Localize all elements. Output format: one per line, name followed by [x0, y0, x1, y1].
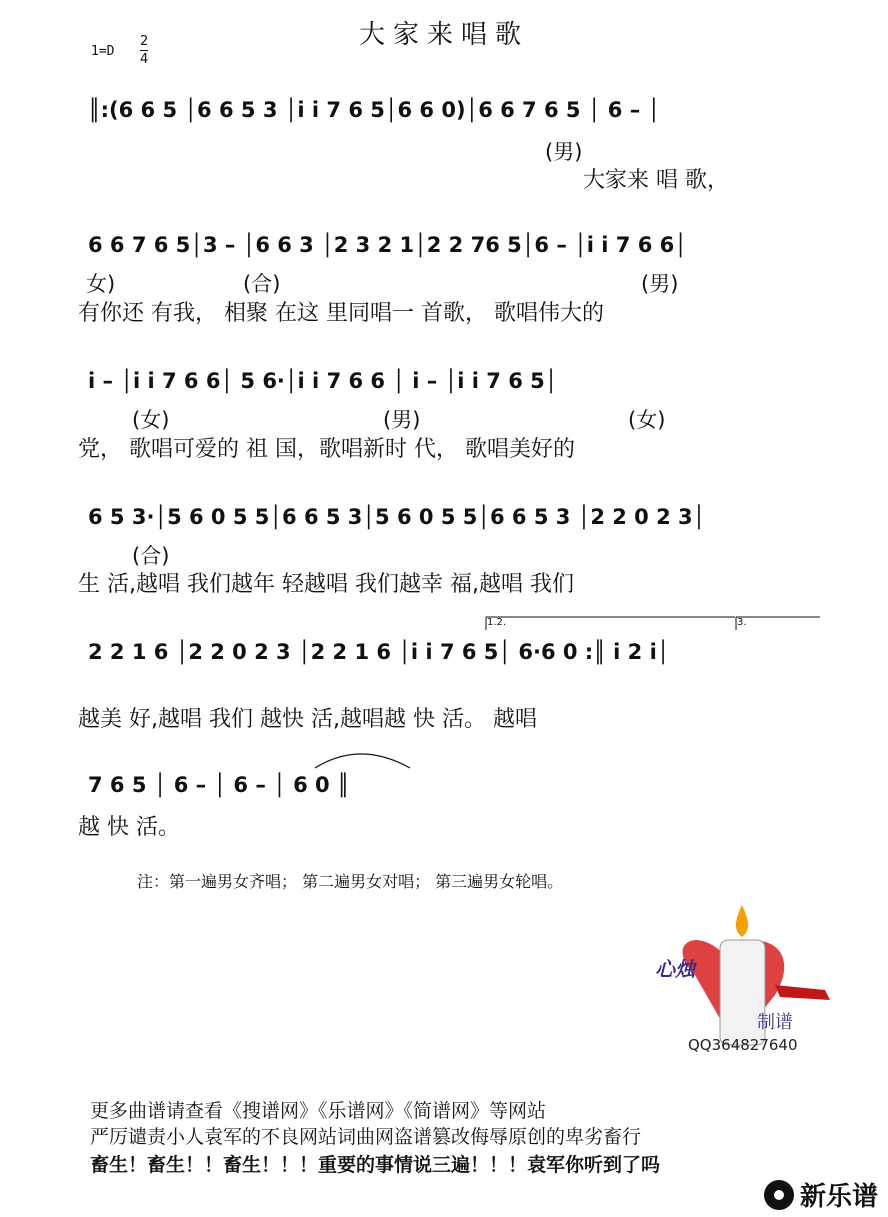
time-sig-bottom: 4 [140, 52, 149, 67]
role-label: 女) [86, 272, 116, 296]
lyric-row-3: 党， 歌唱可爱的 祖 国，歌唱新时 代， 歌唱美好的 [78, 437, 575, 462]
notes-row-2: 6 6 7 6 5│3 – │6 6 3 │2 3 2 1│2 2 76 5│6 – │i i 7 6 6│ [88, 233, 687, 257]
role-label: (女) [628, 408, 666, 432]
stamp-label: 制谱 [757, 1012, 793, 1033]
lyric-row-1: 大家来 唱 歌， [583, 168, 729, 193]
performance-remark: 注：第一遍男女齐唱； 第二遍男女对唱； 第三遍男女轮唱。 [137, 872, 564, 891]
notes-row-4: 6 5 3·│5 6 0 5 5│6 6 5 3│5 6 0 5 5│6 6 5 3 │2 2 0 2 3│ [88, 505, 706, 529]
lyric-row-6: 越 快 活。 [78, 815, 180, 840]
role-label: (男) [545, 140, 583, 164]
stamp-qq: QQ364827640 [688, 1036, 798, 1054]
stamp-name: 心烛 [655, 957, 695, 981]
role-label: (合) [243, 272, 281, 296]
footer-line-3: 畜生！畜生！！畜生！！！重要的事情说三遍！！！袁军你听到了吗 [90, 1154, 661, 1176]
time-sig-top: 2 [140, 34, 149, 49]
song-title: 大家来唱歌 [358, 20, 529, 50]
role-label: (合) [132, 544, 170, 568]
notes-row-6: 7 6 5 │ 6 – │ 6 – │ 6 0 ║ [88, 773, 350, 797]
record-icon [764, 1180, 794, 1210]
notes-row-1: ║:(6 6 5 │6 6 5 3 │i i 7 6 5│6 6 0)│6 6 7 6 5 │ 6 – │ [88, 98, 661, 122]
key-signature: 1=D [91, 44, 115, 59]
brand-logo [764, 1176, 878, 1213]
lyric-row-2: 有你还 有我， 相聚 在这 里同唱一 首歌， 歌唱伟大的 [78, 301, 604, 326]
notes-row-5: 2 2 1 6 │2 2 0 2 3 │2 2 1 6 │i i 7 6 5│ 6·6 0 :║ i 2 i│ [88, 640, 670, 664]
footer-line-1: 更多曲谱请查看《搜谱网》《乐谱网》《简谱网》等网站 [90, 1100, 547, 1122]
lyric-row-4: 生 活,越唱 我们越年 轻越唱 我们越幸 福,越唱 我们 [78, 572, 574, 597]
brand-text: 新乐谱 [799, 1182, 878, 1212]
volta-2: 3. [737, 617, 747, 628]
lyric-row-5: 越美 好,越唱 我们 越快 活,越唱越 快 活。 越唱 [78, 707, 537, 732]
footer-line-2: 严厉谴责小人袁军的不良网站词曲网盗谱篡改侮辱原创的卑劣畜行 [90, 1126, 642, 1148]
role-label: (男) [383, 408, 421, 432]
role-label: (女) [132, 408, 170, 432]
volta-1: 1.2. [487, 617, 507, 628]
notes-row-3: i – │i i 7 6 6│ 5 6·│i i 7 6 6 │ i – │i i 7 6 5│ [88, 369, 558, 393]
role-label: (男) [641, 272, 679, 296]
